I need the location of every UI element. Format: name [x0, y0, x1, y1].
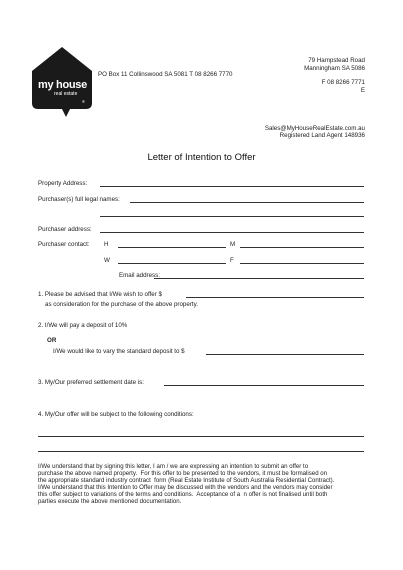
- item-4-conditions: 4. My/Our offer will be subject to the following conditions:: [38, 411, 194, 418]
- purchaser-address-field[interactable]: [100, 232, 364, 233]
- or-label: OR: [47, 337, 57, 344]
- address-line-1: 79 Hampstead Road: [308, 57, 365, 64]
- item-2-vary-deposit: I/We would like to vary the standard deposit to $: [53, 348, 185, 355]
- fax-field[interactable]: [240, 263, 364, 264]
- mobile-phone-field[interactable]: [240, 247, 364, 248]
- footer-line-1: I/We understand that by signing this letter, I am / we are expressing an intention to submit an offer to: [38, 463, 309, 470]
- item-1-consideration: as consideration for the purchase of the above property.: [45, 301, 198, 308]
- logo-tagline: real estate: [54, 91, 78, 97]
- email-address-label: Email address:: [119, 272, 160, 279]
- purchaser-names-field-2[interactable]: [100, 216, 364, 217]
- footer-line-4: I/We understand that this Intention to Offer may be discussed with the vendors and the vendors may consider: [38, 484, 333, 491]
- item-1-offer: 1. Please be advised that I/We wish to offer $: [38, 291, 162, 298]
- purchaser-contact-label: Purchaser contact:: [38, 241, 90, 248]
- conditions-field-2[interactable]: [38, 451, 364, 452]
- page-title: Letter of Intention to Offer: [147, 152, 256, 163]
- company-logo: [30, 45, 94, 119]
- footer-line-6: parties execute the above mentioned documentation.: [38, 498, 182, 505]
- sales-email: Sales@MyHouseRealEstate.com.au: [264, 125, 365, 132]
- purchaser-names-label: Purchaser(s) full legal names:: [38, 196, 120, 203]
- mobile-phone-label: M: [230, 241, 236, 248]
- work-phone-field[interactable]: [118, 263, 226, 264]
- offer-amount-field[interactable]: [186, 297, 364, 298]
- work-phone-label: W: [104, 257, 110, 264]
- address-line-2: Manningham SA 5086: [304, 65, 365, 72]
- logo-brand: my house: [38, 79, 87, 91]
- settlement-date-field[interactable]: [164, 385, 364, 386]
- deposit-amount-field[interactable]: [206, 354, 364, 355]
- purchaser-names-field[interactable]: [130, 202, 364, 203]
- email-address-field[interactable]: [154, 278, 364, 279]
- home-phone-field[interactable]: [118, 247, 226, 248]
- conditions-field-1[interactable]: [38, 436, 364, 437]
- footer-line-2: purchase the above named property. For this offer to be presented to the vendors, it must be formalised on: [38, 470, 328, 477]
- fax-number: F 08 8266 7771: [321, 79, 365, 86]
- fax-field-label: F: [230, 257, 234, 264]
- logo-reg-mark: ®: [82, 99, 85, 104]
- purchaser-address-label: Purchaser address:: [38, 226, 92, 233]
- footer-line-5: this offer subject to variations of the terms and conditions. Acceptance of a n offer is not finalised until both: [38, 491, 328, 498]
- footer-line-3: the appropriate standard industry contract form (Real Estate Institute of South Australia Residential Contract).: [38, 477, 335, 484]
- email-label: E: [360, 87, 365, 94]
- po-box-line: PO Box 11 Collinswood SA 5081 T 08 8266 7770: [98, 71, 233, 78]
- home-phone-label: H: [104, 241, 109, 248]
- land-agent-number: Registered Land Agent 148936: [279, 132, 365, 139]
- item-3-settlement: 3. My/Our preferred settlement date is:: [38, 379, 144, 386]
- property-address-label: Property Address:: [38, 180, 88, 187]
- item-2-deposit: 2. I/We will pay a deposit of 10%: [38, 322, 128, 329]
- property-address-field[interactable]: [100, 186, 364, 187]
